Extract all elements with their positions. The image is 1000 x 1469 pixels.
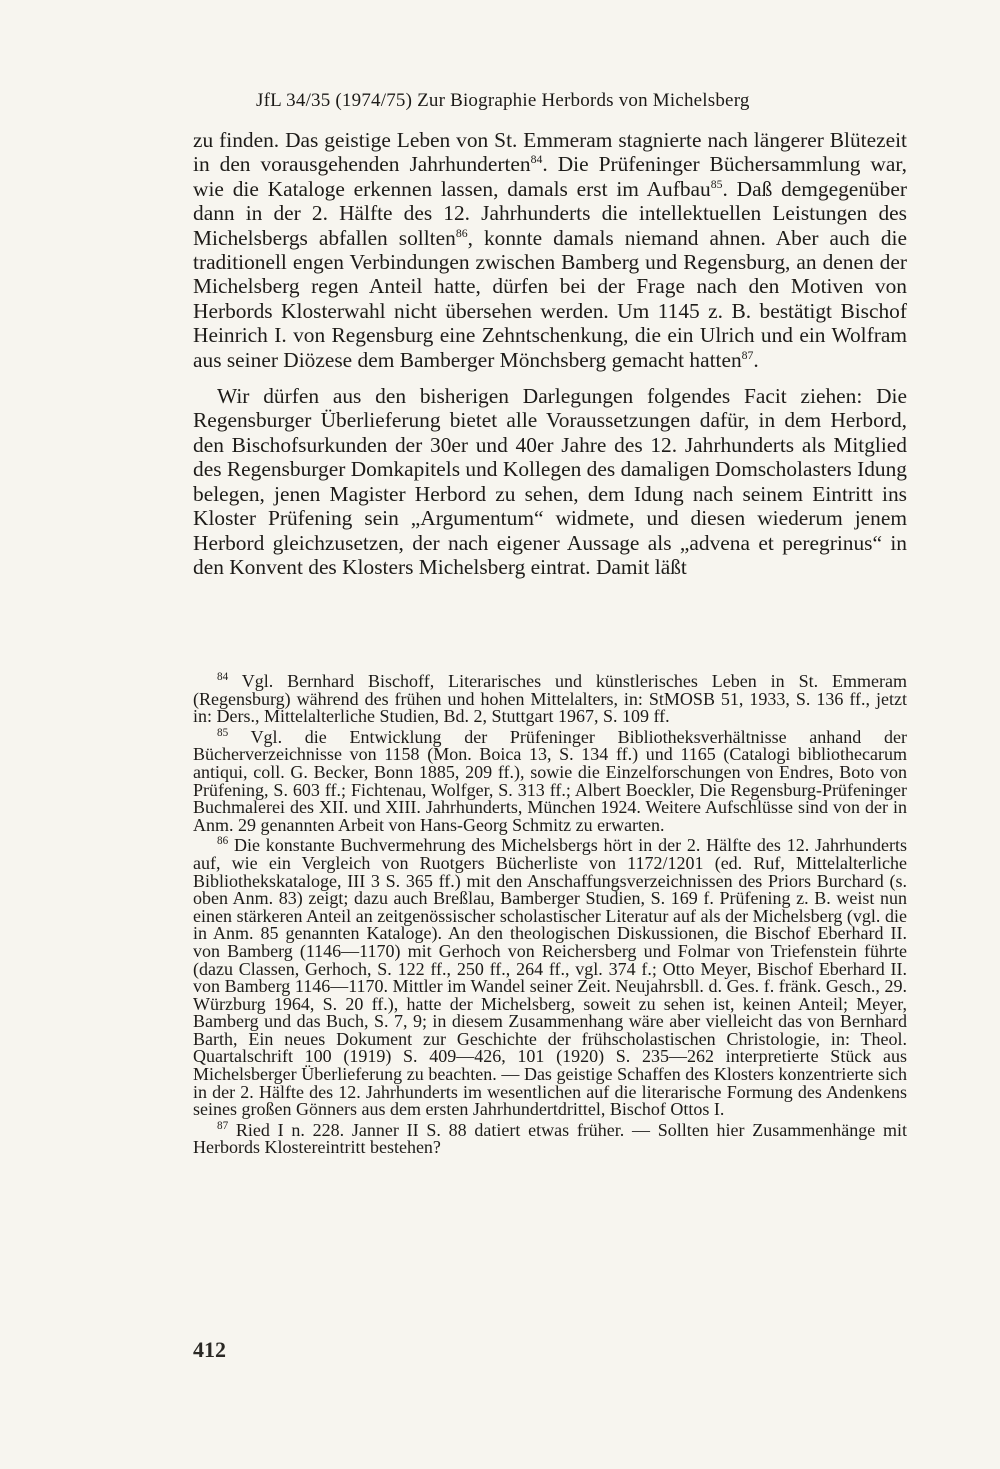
footnote-87: [193, 1119, 907, 1158]
footnote-84: [193, 673, 907, 726]
footnote-86: [193, 837, 907, 1119]
footnote-ref-85: 85: [710, 177, 723, 191]
footnote-ref-87: 87: [741, 348, 754, 362]
paragraph-1-text-c: . Daß demgegenüber dann in der 2. Hälfte des 12. Jahrhunderts die intellektuellen Leistungen des Michelsbergs abfallen sollten: [193, 176, 907, 250]
main-text: [193, 128, 907, 579]
footnote-number: 87: [217, 1119, 229, 1132]
paragraph-2: Wir dürfen aus den bisherigen Darlegungen folgendes Facit ziehen: Die Regensburger Überlieferung bietet alle Voraussetzungen dafür, in dem Herbord, den Bischofsurkunden der 30er und 40er Jahre des 12. Jahrhunderts als Mitglied des Regensburger Domkapitels und Kollegen des damaligen Domscholasters Idung belegen, jenen Magister Herbord zu sehen, dem Idung nach seinem Eintritt ins Kloster Prüfening sein „Argumentum“ widmete, und diesen wiederum jenem Herbord gleichzusetzen, der nach eigener Aussage als „advena et peregrinus“ in den Konvent des Klosters Michelsberg eintrat. Damit läßt: [193, 384, 907, 579]
footnote-text: Ried I n. 228. Janner II S. 88 datiert etwas früher. — Sollten hier Zusammenhänge mit Herbords Klostereintritt bestehen?: [193, 1119, 907, 1158]
paragraph-1-text-a: zu finden. Das geistige Leben von St. Emmeram stagnierte nach längerer Blütezeit in den vorausgehenden Jahrhunderten: [193, 128, 907, 177]
footnote-number: 86: [217, 835, 229, 848]
footnote-ref-86: 86: [455, 226, 468, 240]
footnote-text: Vgl. die Entwicklung der Prüfeninger Bibliotheksverhältnisse anhand der Bücherverzeichnisse von 1158 (Mon. Boica 13, S. 134 ff.) und 1165 (Catalogi bibliothecarum antiqui, coll. G. Becker, Bonn 1885, 209 ff.), sowie die Einzelforschungen von Endres, Boto von Prüfening, S. 603 ff.; Fichtenau, Wolfger, S. 313 ff.; Albert Boeckler, Die Regensburg-Prüfeninger Buchmalerei des XII. und XIII. Jahrhunderts, München 1924. Weitere Aufschlüsse sind von der in Anm. 29 genannten Arbeit von Hans-Georg Schmitz zu erwarten.: [193, 726, 907, 835]
running-head: JfL 34/35 (1974/75) Zur Biographie Herbords von Michelsberg: [256, 90, 750, 111]
footnote-ref-84: 84: [530, 153, 543, 167]
footnotes: [193, 673, 907, 1160]
paragraph-1-text-e: .: [753, 347, 759, 372]
footnote-text: Vgl. Bernhard Bischoff, Literarisches und künstlerisches Leben in St. Emmeram (Regensburg) während des frühen und hohen Mittelalters, in: StMOSB 51, 1933, S. 136 ff., jetzt in: Ders., Mittelalterliche Studien, Bd. 2, Stuttgart 1967, S. 109 ff.: [193, 671, 907, 727]
footnote-number: 85: [217, 726, 229, 739]
paragraph-1-text-b: . Die Prüfeninger Büchersammlung war, wie die Kataloge erkennen lassen, damals erst im Aufbau: [193, 152, 907, 201]
footnote-85: [193, 726, 907, 835]
paragraph-1: [193, 128, 907, 372]
paragraph-1-text-d: , konnte damals niemand ahnen. Aber auch die traditionell engen Verbindungen zwischen Bamberg und Regensburg, an denen der Michelsberg regen Anteil hatte, dürfen bei der Frage nach den Motiven von Herbords Klosterwahl nicht übersehen werden. Um 1145 z. B. bestätigt Bischof Heinrich I. von Regensburg eine Zehntschenkung, die ein Ulrich und ein Wolfram aus seiner Diözese dem Bamberger Mönchsberg gemacht hatten: [193, 225, 907, 372]
page-number: 412: [193, 1337, 226, 1362]
footnote-text: Die konstante Buchvermehrung des Michelsbergs hört in der 2. Hälfte des 12. Jahrhunderts auf, wie ein Vergleich von Ruotgers Bücherliste von 1172/1201 (ed. Ruf, Mittelalterliche Bibliothekskataloge, III 3 S. 365 ff.) mit den Anschaffungsverzeichnissen des Priors Burchard (s. oben Anm. 83) zeigt; dazu auch Breßlau, Bamberger Studien, S. 169 f. Prüfening z. B. weist nun einen stärkeren Anteil an zeitgenössischer scholastischer Literatur auf als der Michelsberg (vgl. die in Anm. 85 genannten Kataloge). An den theologischen Diskussionen, die Bischof Eberhard II. von Bamberg (1146—1170) mit Gerhoch von Reichersberg und Folmar von Triefenstein führte (dazu Classen, Gerhoch, S. 122 ff., 250 ff., 264 ff., vgl. 374 f.; Otto Meyer, Bischof Eberhard II. von Bamberg 1146—1170. Mittler im Wandel seiner Zeit. Neujahrsbll. d. Ges. f. fränk. Gesch., 29. Würzburg 1964, S. 20 ff.), hatte der Michelsberg, soweit zu sehen ist, keinen Anteil; Meyer, Bamberg und das Buch, S. 7, 9; in diesem Zusammenhang wäre aber vielleicht das von Bernhard Barth, Ein neues Dokument zur Geschichte der frühscholastischen Christologie, in: Theol. Quartalschrift 100 (1919) S. 409—426, 101 (1920) S. 235—262 interpretierte Stück aus Michelsberger Überlieferung zu beachten. — Das geistige Schaffen des Klosters konzentrierte sich in der 2. Hälfte des 12. Jahrhunderts im wesentlichen auf die literarische Formung des Andenkens seines großen Gönners aus dem ersten Jahrhundertdrittel, Bischof Ottos I.: [193, 835, 907, 1120]
footnote-number: 84: [217, 671, 229, 683]
